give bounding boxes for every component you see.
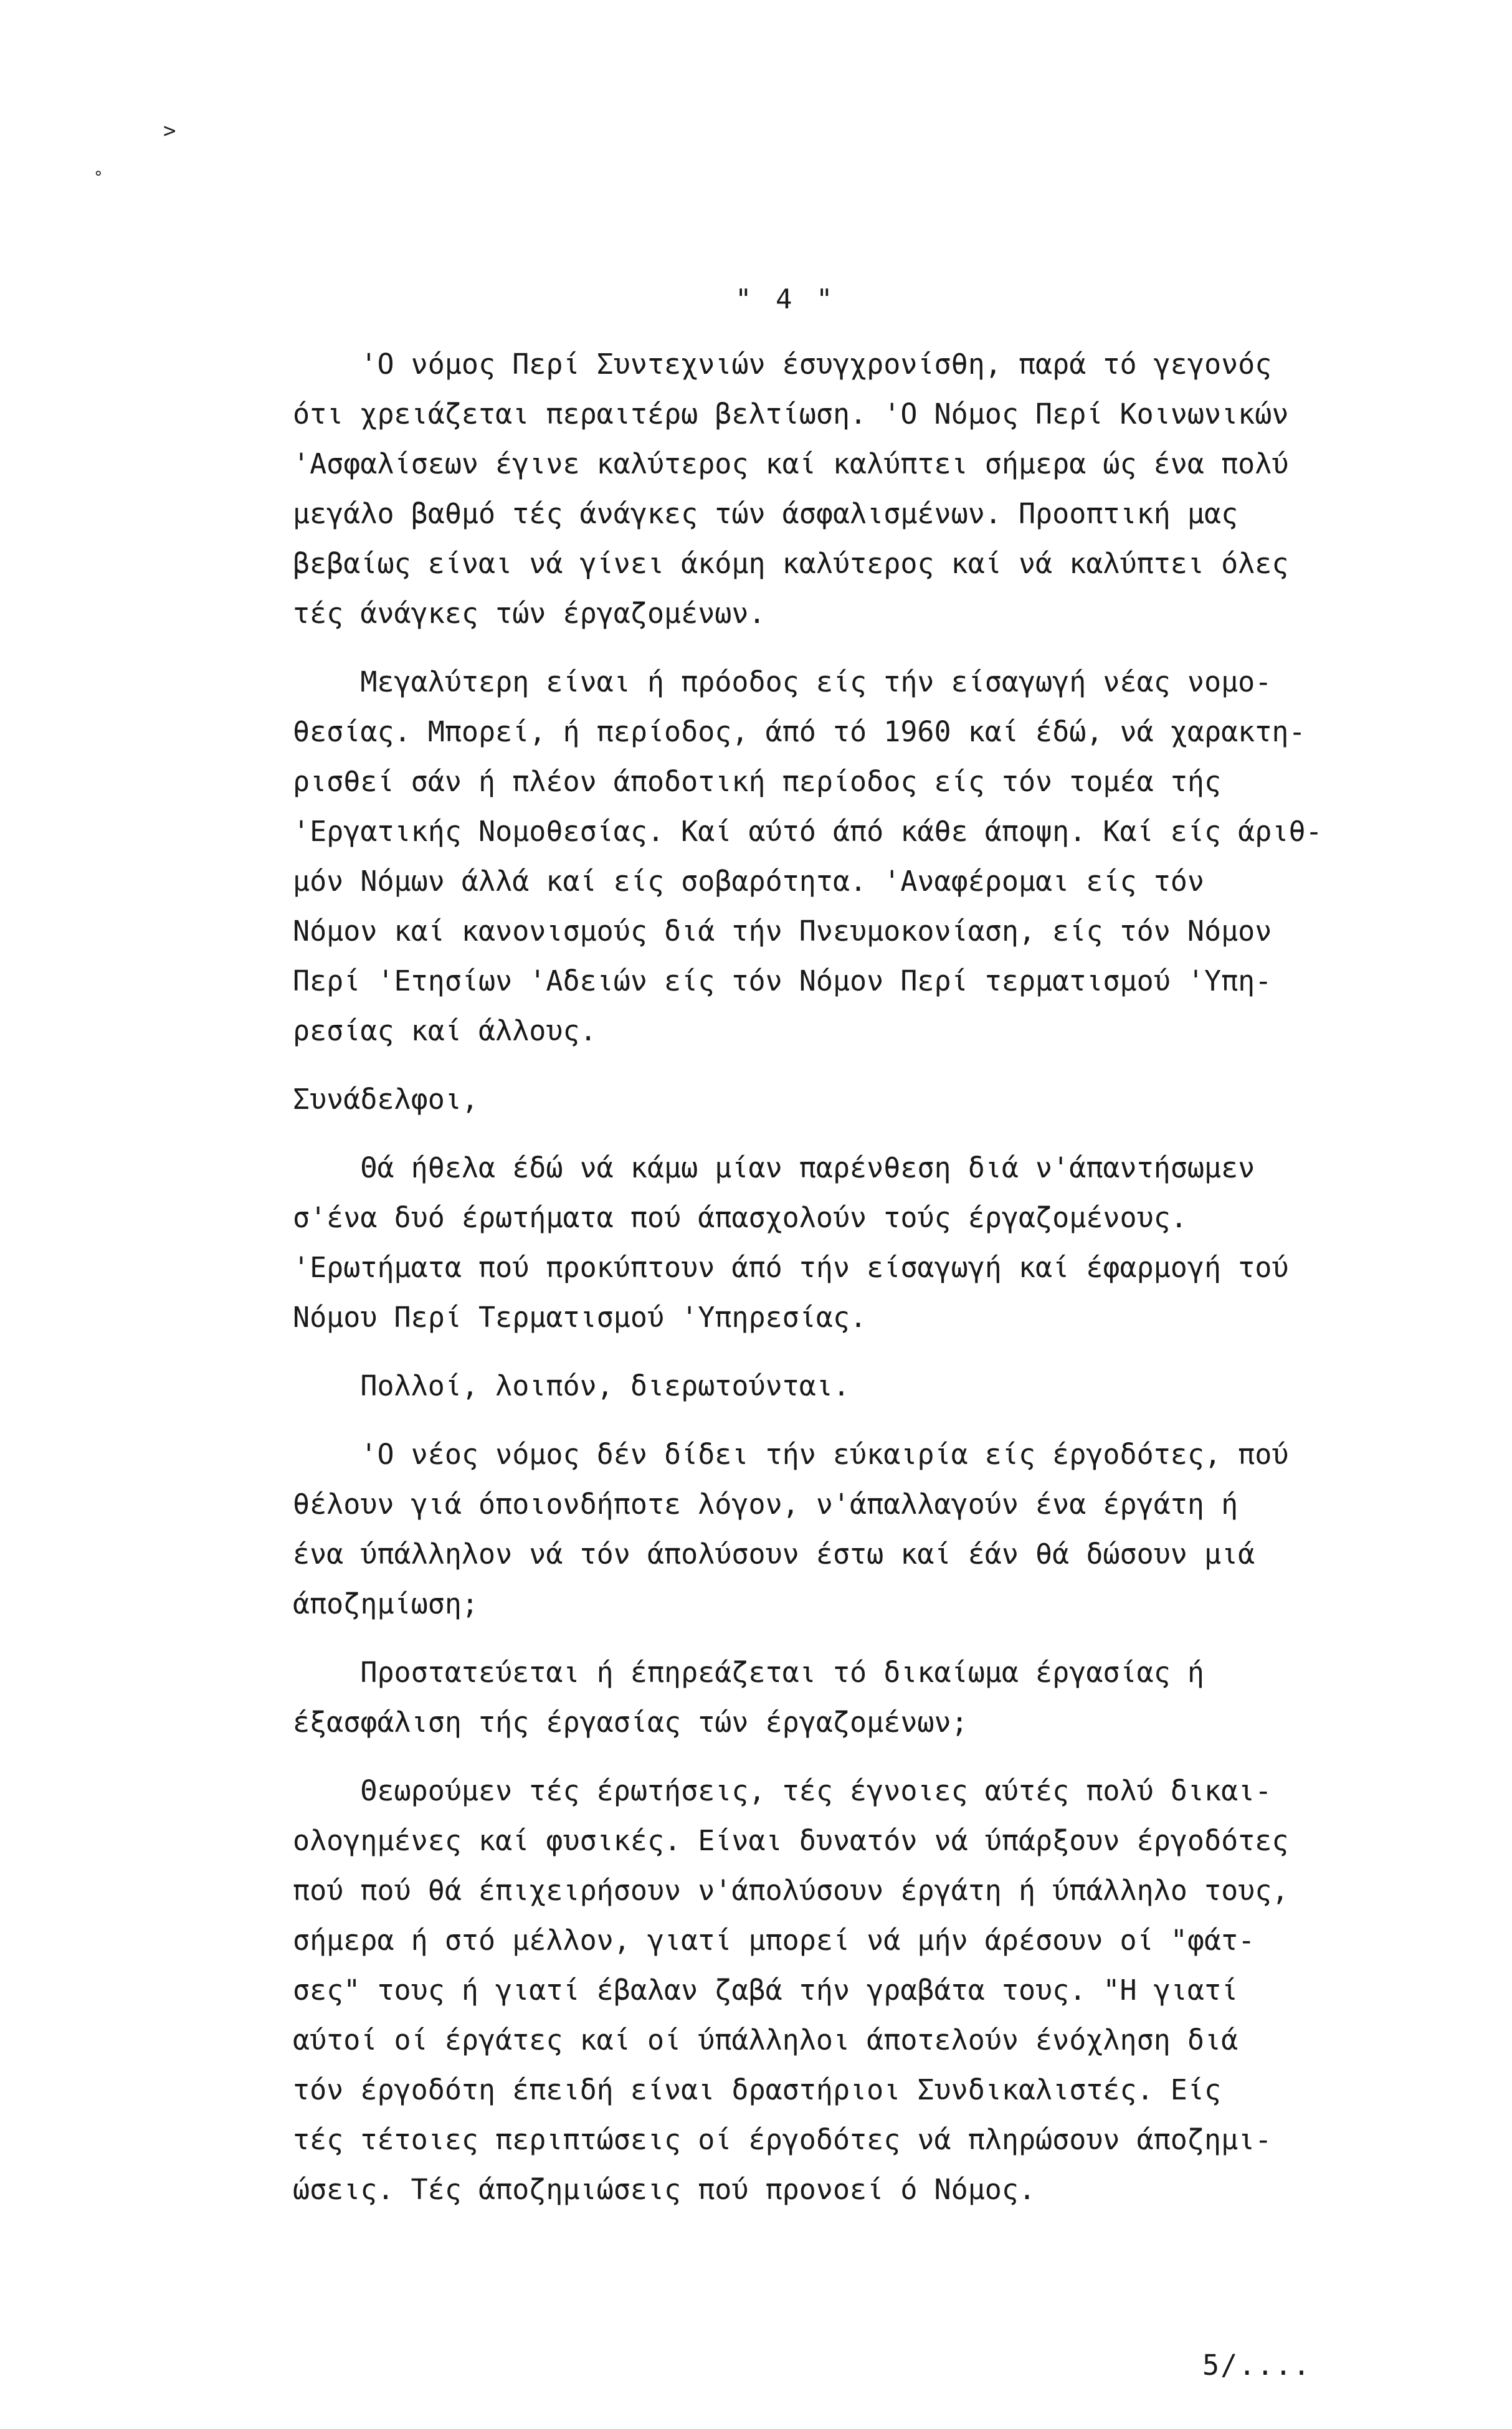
text-line: σες" τους ή γιατί έβαλαν ζαβά τήν γραβάτα τους. "Η γιατί <box>293 1974 1239 2007</box>
text-line: ρεσίας καί άλλους. <box>293 1014 597 1047</box>
text-line: 'Ασφαλίσεων έγινε καλύτερος καί καλύπτει σήμερα ώς ένα πολύ <box>293 447 1289 480</box>
text-line: ολογημένες καί φυσικές. Είναι δυνατόν νά ύπάρξουν έργοδότες <box>293 1824 1289 1857</box>
text-line: ρισθεί σάν ή πλέον άποδοτική περίοδος είς τόν τομέα τής <box>293 765 1222 798</box>
text-line: αύτοί οί έργάτες καί οί ύπάλληλοι άποτελούν ένόχληση διά <box>293 2023 1239 2056</box>
text-line: θέλουν γιά όποιονδήποτε λόγον, ν'άπαλλαγούν ένα έργάτη ή <box>293 1488 1239 1521</box>
paragraph <box>293 1648 1476 1747</box>
paragraph-gap <box>293 1056 1476 1075</box>
text-line: 'Ο νόμος Περί Συντεχνιών έσυγχρονίσθη, παρά τό γεγονός <box>293 348 1272 381</box>
margin-mark-degree: ° <box>93 168 103 187</box>
text-line: πού πού θά έπιχειρήσουν ν'άπολύσουν έργάτη ή ύπάλληλο τους, <box>293 1874 1289 1907</box>
paragraph <box>293 1430 1476 1629</box>
paragraph <box>293 340 1476 639</box>
text-line: άποζημίωση; <box>293 1587 479 1620</box>
paragraph <box>293 1143 1476 1343</box>
paragraph-gap <box>293 1411 1476 1430</box>
text-line: σ'ένα δυό έρωτήματα πού άπασχολούν τούς έργαζομένους. <box>293 1201 1187 1234</box>
paragraph <box>293 1075 1476 1124</box>
margin-mark-chevron: > <box>163 118 176 143</box>
text-line: Συνάδελφοι, <box>293 1083 479 1116</box>
continuation-marker: 5/.... <box>1202 2349 1311 2382</box>
page-number: " 4 " <box>735 283 837 315</box>
paragraph-gap <box>293 1747 1476 1766</box>
text-line: ώσεις. Τές άποζημιώσεις πού προνοεί ό Νόμος. <box>293 2173 1036 2206</box>
text-line: 'Εργατικής Νομοθεσίας. Καί αύτό άπό κάθε άποψη. Καί είς άριθ- <box>293 815 1323 848</box>
text-line: 'Ο νέος νόμος δέν δίδει τήν εύκαιρία είς έργοδότες, πού <box>293 1438 1289 1471</box>
text-line: τές τέτοιες περιπτώσεις οί έργοδότες νά πληρώσουν άποζημι- <box>293 2123 1272 2156</box>
body-text <box>293 340 1476 2215</box>
text-line: Θά ήθελα έδώ νά κάμω μίαν παρένθεση διά ν'άπαντήσωμεν <box>293 1151 1255 1184</box>
text-line: Νόμου Περί Τερματισμού 'Υπηρεσίας. <box>293 1301 867 1334</box>
paragraph-gap <box>293 639 1476 657</box>
paragraph-gap <box>293 1343 1476 1361</box>
text-line: Περί 'Ετησίων 'Αδειών είς τόν Νόμον Περί τερματισμού 'Υπη- <box>293 964 1272 997</box>
text-line: Προστατεύεται ή έπηρεάζεται τό δικαίωμα έργασίας ή <box>293 1656 1204 1689</box>
text-line: μόν Νόμων άλλά καί είς σοβαρότητα. 'Αναφέρομαι είς τόν <box>293 865 1204 898</box>
text-line: τές άνάγκες τών έργαζομένων. <box>293 597 766 630</box>
text-line: έξασφάλιση τής έργασίας τών έργαζομένων; <box>293 1706 968 1739</box>
paragraph <box>293 1766 1476 2215</box>
paragraph <box>293 657 1476 1056</box>
text-line: βεβαίως είναι νά γίνει άκόμη καλύτερος καί νά καλύπτει όλες <box>293 547 1289 580</box>
text-line: ένα ύπάλληλον νά τόν άπολύσουν έστω καί έάν θά δώσουν μιά <box>293 1538 1255 1571</box>
paragraph-gap <box>293 1124 1476 1143</box>
text-line: μεγάλο βαθμό τές άνάγκες τών άσφαλισμένων. Προοπτική μας <box>293 497 1239 530</box>
text-line: σήμερα ή στό μέλλον, γιατί μπορεί νά μήν άρέσουν οί "φάτ- <box>293 1924 1255 1957</box>
text-line: Θεωρούμεν τές έρωτήσεις, τές έγνοιες αύτές πολύ δικαι- <box>293 1774 1272 1807</box>
text-line: Νόμον καί κανονισμούς διά τήν Πνευμοκονίαση, είς τόν Νόμον <box>293 915 1272 948</box>
text-line: ότι χρειάζεται περαιτέρω βελτίωση. 'Ο Νόμος Περί Κοινωνικών <box>293 397 1289 430</box>
paragraph-gap <box>293 1629 1476 1648</box>
text-line: θεσίας. Μπορεί, ή περίοδος, άπό τό 1960 καί έδώ, νά χαρακτη- <box>293 715 1306 748</box>
text-line: Πολλοί, λοιπόν, διερωτούνται. <box>293 1369 850 1402</box>
text-line: Μεγαλύτερη είναι ή πρόοδος είς τήν είσαγωγή νέας νομο- <box>293 665 1272 698</box>
text-line: 'Ερωτήματα πού προκύπτουν άπό τήν είσαγωγή καί έφαρμογή τού <box>293 1251 1289 1284</box>
text-line: τόν έργοδότη έπειδή είναι δραστήριοι Συνδικαλιστές. Είς <box>293 2073 1222 2106</box>
paragraph <box>293 1361 1476 1411</box>
